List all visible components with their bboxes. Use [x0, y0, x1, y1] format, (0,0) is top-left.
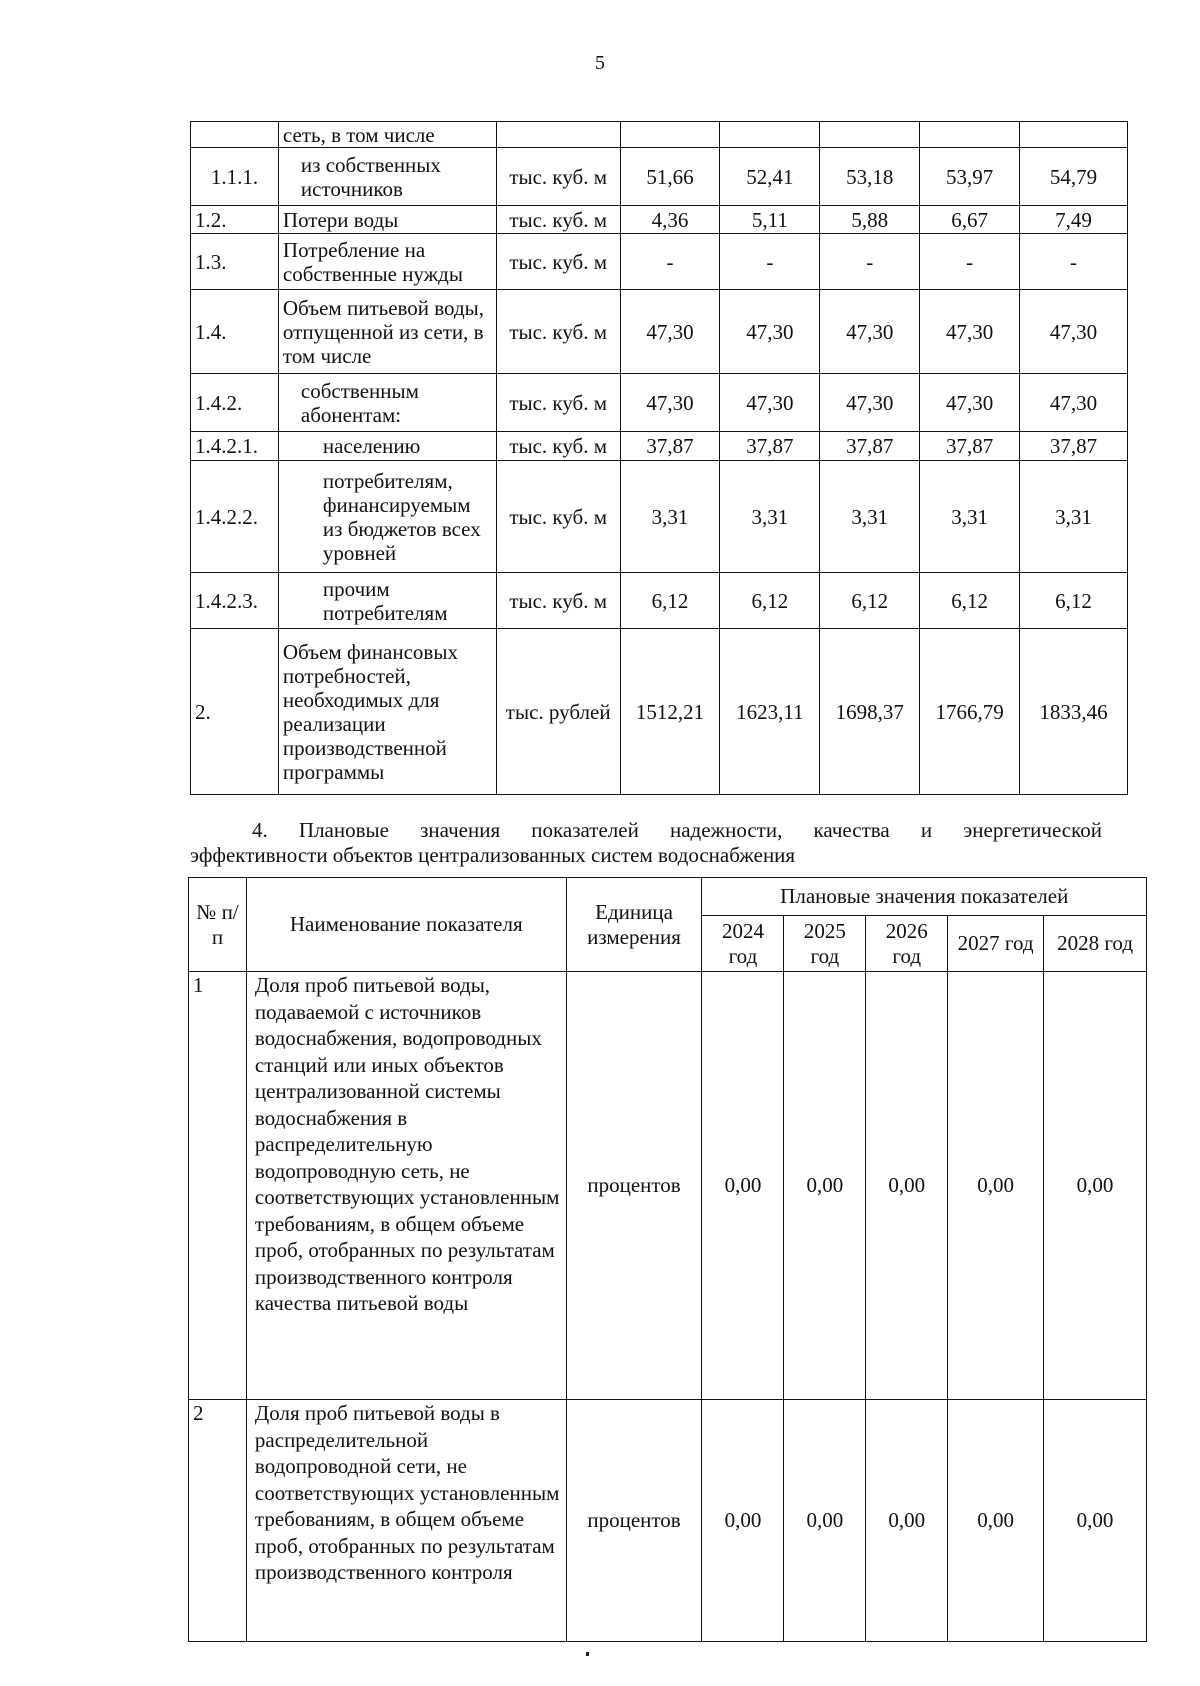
- value-2024: 4,36: [620, 206, 720, 234]
- value-2028: 1833,46: [1020, 629, 1128, 795]
- table-row: [191, 461, 1128, 573]
- row-name: собственным абонентам:: [278, 374, 496, 432]
- value-2027: -: [920, 234, 1020, 290]
- header-unit: Единица измерения: [566, 878, 702, 972]
- row-name: прочим потребителям: [278, 573, 496, 629]
- row-number: 1.4.2.2.: [191, 461, 279, 573]
- value-2026: 1698,37: [820, 629, 920, 795]
- header-number: № п/п: [189, 878, 247, 972]
- row-name: Потери воды: [278, 206, 496, 234]
- page-number: 5: [595, 52, 605, 74]
- value-2026: -: [820, 234, 920, 290]
- row-number: 1.1.1.: [191, 148, 279, 206]
- row-number: 1: [189, 972, 247, 1400]
- row-unit: тыс. куб. м: [496, 461, 620, 573]
- row-unit: тыс. рублей: [496, 629, 620, 795]
- row-number: [191, 122, 279, 148]
- row-unit: процентов: [566, 1400, 702, 1642]
- value-2024: 1512,21: [620, 629, 720, 795]
- quality-indicators-table: [188, 877, 1147, 1642]
- value-2026: 47,30: [820, 290, 920, 374]
- value-2028: 47,30: [1020, 290, 1128, 374]
- row-unit: тыс. куб. м: [496, 374, 620, 432]
- header-indicator-name: Наименование показателя: [246, 878, 566, 972]
- value-2028: 3,31: [1020, 461, 1128, 573]
- table-row: [189, 1400, 1147, 1642]
- value-2024: [620, 122, 720, 148]
- header-row: [189, 878, 1147, 916]
- value-2025: 3,31: [720, 461, 820, 573]
- row-number: 2: [189, 1400, 247, 1642]
- table-row: [191, 206, 1128, 234]
- value-2026: 37,87: [820, 432, 920, 461]
- value-2025: [720, 122, 820, 148]
- table-row: [191, 148, 1128, 206]
- value-2026: 53,18: [820, 148, 920, 206]
- value-2024: 0,00: [702, 972, 784, 1400]
- row-number: 1.2.: [191, 206, 279, 234]
- value-2027: 0,00: [948, 972, 1044, 1400]
- value-2025: 6,12: [720, 573, 820, 629]
- scan-dot: [586, 1652, 589, 1656]
- value-2028: 37,87: [1020, 432, 1128, 461]
- value-2027: [920, 122, 1020, 148]
- value-2026: 0,00: [866, 1400, 948, 1642]
- row-name: Объем финансовых потребностей, необходимых для реализации производственной программы: [278, 629, 496, 795]
- row-unit: процентов: [566, 972, 702, 1400]
- row-number: 1.4.2.1.: [191, 432, 279, 461]
- value-2024: 37,87: [620, 432, 720, 461]
- table-row: [189, 972, 1147, 1400]
- row-number: 1.4.: [191, 290, 279, 374]
- value-2027: 6,12: [920, 573, 1020, 629]
- row-number: 2.: [191, 629, 279, 795]
- value-2027: 37,87: [920, 432, 1020, 461]
- header-year-2024: 2024 год: [702, 916, 784, 972]
- value-2024: 47,30: [620, 290, 720, 374]
- value-2026: 5,88: [820, 206, 920, 234]
- value-2025: 5,11: [720, 206, 820, 234]
- value-2027: 47,30: [920, 290, 1020, 374]
- table-row: [191, 374, 1128, 432]
- section-4-line-1: 4. Плановые значения показателей надежности, качества и энергетической: [252, 818, 1102, 842]
- row-unit: [496, 122, 620, 148]
- header-year-2027: 2027 год: [948, 916, 1044, 972]
- row-unit: тыс. куб. м: [496, 206, 620, 234]
- row-unit: тыс. куб. м: [496, 432, 620, 461]
- production-volumes-table: [190, 121, 1128, 795]
- value-2025: -: [720, 234, 820, 290]
- value-2027: 1766,79: [920, 629, 1020, 795]
- table-row: [191, 290, 1128, 374]
- value-2028: [1020, 122, 1128, 148]
- value-2025: 47,30: [720, 374, 820, 432]
- value-2024: -: [620, 234, 720, 290]
- value-2028: 6,12: [1020, 573, 1128, 629]
- value-2025: 52,41: [720, 148, 820, 206]
- value-2028: 0,00: [1044, 972, 1147, 1400]
- value-2026: [820, 122, 920, 148]
- value-2028: 54,79: [1020, 148, 1128, 206]
- row-name: Объем питьевой воды, отпущенной из сети, в том числе: [278, 290, 496, 374]
- header-planned-values: Плановые значения показателей: [702, 878, 1147, 916]
- row-name: из собственных источников: [278, 148, 496, 206]
- value-2026: 6,12: [820, 573, 920, 629]
- table-row: [191, 122, 1128, 148]
- row-unit: тыс. куб. м: [496, 234, 620, 290]
- row-unit: тыс. куб. м: [496, 148, 620, 206]
- header-year-2028: 2028 год: [1044, 916, 1147, 972]
- row-unit: тыс. куб. м: [496, 290, 620, 374]
- value-2028: 0,00: [1044, 1400, 1147, 1642]
- row-number: 1.4.2.3.: [191, 573, 279, 629]
- section-4-heading: [190, 818, 1102, 868]
- value-2024: 47,30: [620, 374, 720, 432]
- row-name: сеть, в том числе: [278, 122, 496, 148]
- table-row: [191, 629, 1128, 795]
- value-2026: 47,30: [820, 374, 920, 432]
- value-2025: 47,30: [720, 290, 820, 374]
- value-2025: 1623,11: [720, 629, 820, 795]
- value-2028: 7,49: [1020, 206, 1128, 234]
- section-4-line-2: эффективности объектов централизованных систем водоснабжения: [190, 843, 796, 867]
- header-year-2026: 2026 год: [866, 916, 948, 972]
- table-row: [191, 234, 1128, 290]
- value-2025: 0,00: [784, 1400, 866, 1642]
- row-number: 1.4.2.: [191, 374, 279, 432]
- value-2028: 47,30: [1020, 374, 1128, 432]
- value-2027: 6,67: [920, 206, 1020, 234]
- value-2025: 0,00: [784, 972, 866, 1400]
- value-2025: 37,87: [720, 432, 820, 461]
- value-2028: -: [1020, 234, 1128, 290]
- value-2024: 51,66: [620, 148, 720, 206]
- row-number: 1.3.: [191, 234, 279, 290]
- value-2027: 53,97: [920, 148, 1020, 206]
- value-2027: 0,00: [948, 1400, 1044, 1642]
- table-row: [191, 573, 1128, 629]
- value-2026: 3,31: [820, 461, 920, 573]
- row-name: потребителям, финансируемым из бюджетов всех уровней: [278, 461, 496, 573]
- value-2027: 3,31: [920, 461, 1020, 573]
- row-name: Потребление на собственные нужды: [278, 234, 496, 290]
- value-2024: 6,12: [620, 573, 720, 629]
- row-unit: тыс. куб. м: [496, 573, 620, 629]
- value-2024: 0,00: [702, 1400, 784, 1642]
- value-2024: 3,31: [620, 461, 720, 573]
- value-2027: 47,30: [920, 374, 1020, 432]
- value-2026: 0,00: [866, 972, 948, 1400]
- header-year-2025: 2025 год: [784, 916, 866, 972]
- table-row: [191, 432, 1128, 461]
- row-name: Доля проб питьевой воды в распределительной водопроводной сети, не соответствующих установленным требованиям, в общем объеме проб, отобранных по результатам производственного контроля: [246, 1400, 566, 1642]
- row-name: населению: [278, 432, 496, 461]
- row-name: Доля проб питьевой воды, подаваемой с источников водоснабжения, водопроводных станций или иных объектов централизованной системы водоснабжения в распределительную водопроводную сеть, не соответствующих установленным требованиям, в общем объеме проб, отобранных по результатам производственного контроля качества питьевой воды: [246, 972, 566, 1400]
